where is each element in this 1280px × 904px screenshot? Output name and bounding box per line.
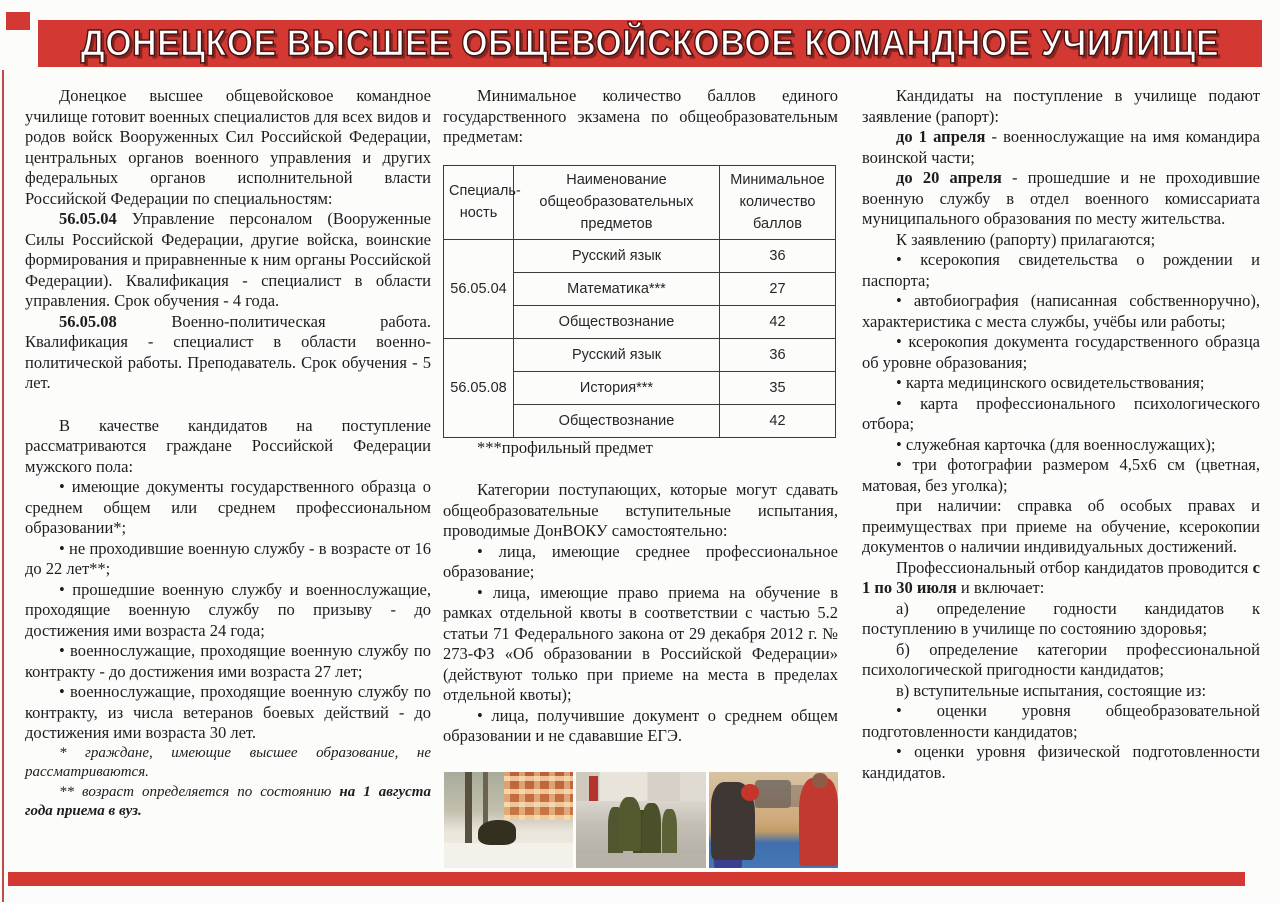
subject-cell: Обществознание	[514, 404, 720, 437]
marching-soldiers-photo	[576, 772, 705, 868]
specialty-560504-paragraph: 56.05.04 Управление персоналом (Вооруженные Силы Российской Федерации, другие войска, воинские формирования и приравненные к ним органы Российской Федерации). Квалификация - специалист в области управления. Срок обучения - 4 года.	[25, 209, 431, 310]
score-cell: 35	[720, 371, 836, 404]
score-cell: 42	[720, 404, 836, 437]
selection-dates: с 1 по 30 июля	[862, 557, 1260, 597]
specialty-code: 56.05.08	[59, 311, 117, 331]
subject-cell: Обществознание	[514, 305, 720, 338]
bullet-item: • лица, получившие документ о среднем общем образовании и не сдававшие ЕГЭ.	[443, 705, 838, 746]
selection-period-paragraph: Профессиональный отбор кандидатов проводится с 1 по 30 июля и включает:	[862, 557, 1260, 597]
bullet-item: • карта профессионального психологического отбора;	[862, 393, 1260, 433]
boxing-glove-shape	[741, 784, 759, 801]
list-item: б) определение категории профессиональной психологической пригодности кандидатов;	[862, 639, 1260, 679]
photo-strip	[444, 772, 838, 868]
subject-cell: Русский язык	[514, 239, 720, 272]
fighter-head-shape	[812, 773, 828, 788]
attachments-heading: К заявлению (рапорту) прилагаются;	[896, 229, 1156, 249]
table-header-row	[444, 165, 836, 239]
score-cell: 36	[720, 338, 836, 371]
crowd-shape	[755, 780, 791, 809]
middle-column	[443, 86, 838, 747]
spec-code-cell: 56.05.04	[444, 239, 514, 338]
subject-cell: Русский язык	[514, 338, 720, 371]
left-red-rule	[2, 70, 4, 902]
subject-cell: История***	[514, 371, 720, 404]
bullet-item: • служебная карточка (для военнослужащих);	[896, 434, 1216, 454]
building-shape	[504, 772, 573, 820]
flag-shape	[589, 776, 598, 801]
score-cell: 36	[720, 239, 836, 272]
bullet-item: • ксерокопия свидетельства о рождении и паспорта;	[862, 250, 1260, 290]
winter-field-training-photo	[444, 772, 573, 868]
min-scores-intro: Минимальное количество баллов единого государственного экзамена по общеобразовательным предметам:	[443, 86, 838, 146]
subject-cell: Математика***	[514, 272, 720, 305]
list-item: в) вступительные испытания, состоящие из:	[896, 680, 1207, 700]
bullet-item: • лица, имеющие право приема на обучение в рамках отдельной квоты в соответствии с частью 5.2 статьи 71 Федерального закона от 29 декабря 2012 г. № 273-ФЗ «Об образовании в Российской Федерации» (действуют только при приеме на места в пределах отдельной квоты);	[443, 582, 838, 705]
bullet-item: • не проходившие военную службу - в возрасте от 16 до 22 лет**;	[25, 538, 431, 578]
header-min-score: Минимальное количество баллов	[720, 165, 836, 239]
list-item: а) определение годности кандидатов к поступлению в училище по состоянию здоровья;	[862, 598, 1260, 638]
bullet-item: • автобиография (написанная собственноручно), характеристика с места службы, учёбы или работы;	[862, 291, 1260, 331]
deadline-date: до 1 апреля	[896, 127, 986, 146]
right-column	[862, 86, 1260, 783]
candidates-paragraph: В качестве кандидатов на поступление рассматриваются граждане Российской Федерации мужского пола:	[25, 415, 431, 476]
score-cell: 27	[720, 272, 836, 305]
profile-subject-note: ***профильный предмет	[477, 437, 653, 457]
left-column	[25, 86, 431, 822]
deadline-april20-paragraph: до 20 апреля - прошедшие и не проходившие военную службу в отдел военного комиссариата муниципального образования по месту жительства.	[862, 168, 1260, 228]
bullet-item: • лица, имеющие среднее профессиональное образование;	[443, 541, 838, 582]
spacer	[443, 458, 838, 480]
spec-code-cell: 56.05.08	[444, 338, 514, 437]
categories-paragraph: Категории поступающих, которые могут сдавать общеобразовательные вступительные испытания, проводимые ДонВОКУ самостоятельно:	[443, 480, 838, 541]
header-subjects: Наименование общеобразовательных предметов	[514, 165, 720, 239]
bullet-item: • имеющие документы государственного образца о среднем общем или среднем профессиональном образовании*;	[25, 477, 431, 537]
bullet-item: • ксерокопия документа государственного образца об уровне образования;	[862, 332, 1260, 372]
fighter-shape	[799, 778, 838, 866]
bullet-item: • оценки уровня физической подготовленности кандидатов.	[862, 742, 1260, 782]
soldiers-shape	[618, 797, 641, 851]
bullet-item: • карта медицинского освидетельствования;	[896, 373, 1205, 392]
bullet-item: • оценки уровня общеобразовательной подготовленности кандидатов;	[862, 701, 1260, 741]
bottom-red-strip	[8, 872, 1245, 886]
snow-shape	[444, 843, 573, 868]
bullet-item: • военнослужащие, проходящие военную службу по контракту - до достижения ими возраста 27 лет;	[25, 641, 431, 681]
pavement-shape	[576, 853, 705, 868]
hand-to-hand-combat-photo	[709, 772, 838, 868]
school-banner	[38, 20, 1262, 67]
bullet-item: • прошедшие военную службу и военнослужащие, проходящие военную службу по призыву - до достижения ими возраста 24 года;	[25, 579, 431, 640]
min-scores-table	[443, 165, 836, 438]
footnote-2: ** возраст определяется по состоянию на 1 августа года приема в вуз.	[25, 783, 431, 819]
deadline-april1-paragraph: до 1 апреля - военнослужащие на имя командира воинской части;	[862, 127, 1260, 167]
application-paragraph: Кандидаты на поступление в училище подают заявление (рапорт):	[862, 86, 1260, 126]
deadline-date: до 20 апреля	[896, 168, 1002, 187]
bullet-item: • военнослужащие, проходящие военную службу по контракту, из числа ветеранов боевых действий - до достижения ими возраста 30 лет.	[25, 682, 431, 742]
min-scores-table-wrap	[443, 165, 838, 438]
if-available-paragraph: при наличии: справка об особых правах и преимуществах при приеме на обучение, ксерокопии документов о наличии индивидуальных достижений.	[862, 496, 1260, 556]
scan-artifact-red-block	[6, 12, 30, 30]
spacer	[25, 394, 431, 416]
specialty-560508-paragraph: 56.05.08 Военно-политическая работа. Квалификация - специалист в области военно-политической работы. Преподаватель. Срок обучения - 5 лет.	[25, 311, 431, 392]
footnote-1: * граждане, имеющие высшее образование, не рассматриваются.	[25, 744, 431, 780]
bullet-item: • три фотографии размером 4,5х6 см (цветная, матовая, без уголка);	[862, 455, 1260, 495]
table-row	[444, 239, 836, 272]
tree-shape	[465, 772, 473, 847]
specialty-code: 56.05.04	[59, 209, 117, 228]
intro-paragraph: Донецкое высшее общевойсковое командное училище готовит военных специалистов для всех видов и родов войск Вооруженных Сил Российской Федерации, центральных органов военного управления и других федеральных органов исполнительной власти Российской Федерации по специальностям:	[25, 86, 431, 208]
score-cell: 42	[720, 305, 836, 338]
header-specialty: Специаль-ность	[444, 165, 514, 239]
soldier-shape	[478, 820, 517, 845]
school-title: ДОНЕЦКОЕ ВЫСШЕЕ ОБЩЕВОЙСКОВОЕ КОМАНДНОЕ УЧИЛИЩЕ	[80, 22, 1220, 64]
table-row	[444, 338, 836, 371]
